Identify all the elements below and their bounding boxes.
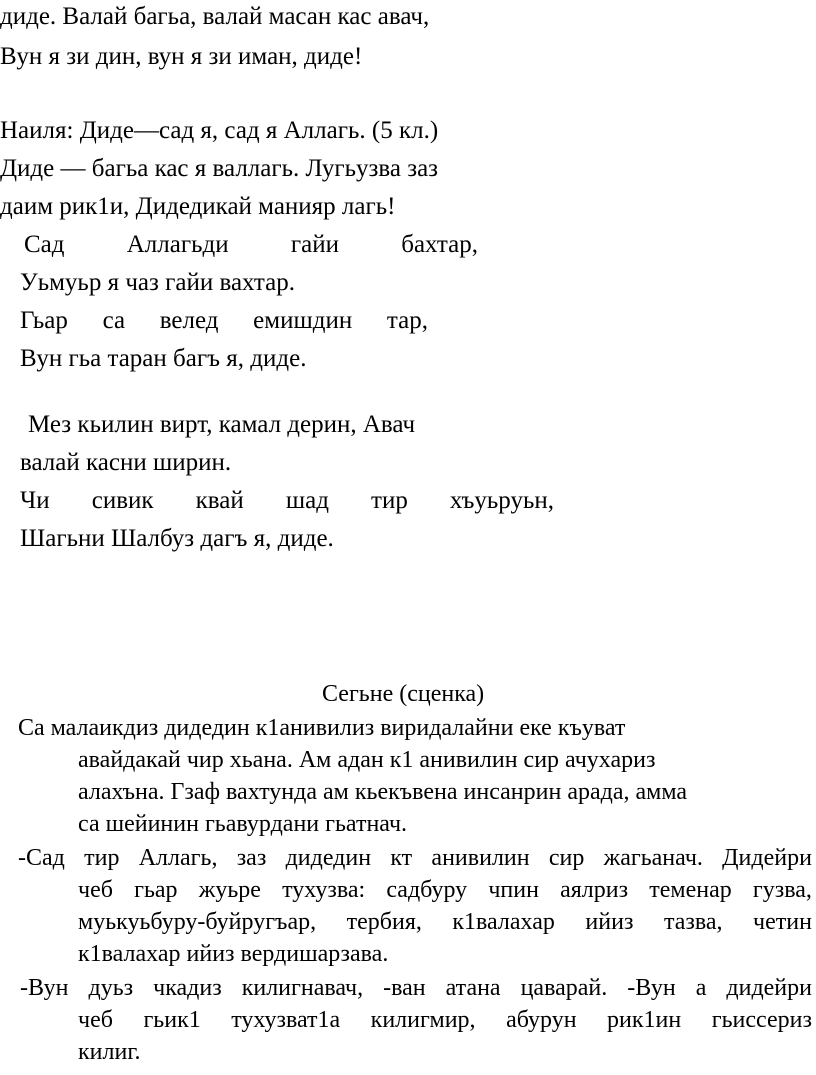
poem-word: хъуьруьн, bbox=[449, 487, 554, 514]
scene-word: дидедин bbox=[285, 845, 372, 871]
poem-line-8 bbox=[20, 306, 428, 336]
poem-line-10: Мез кьилин вирт, камал дерин, Авач bbox=[28, 411, 416, 438]
poem-line-4: Диде — багьа кас я валлагь. Лугьузва заз bbox=[0, 155, 439, 182]
scene-p2-line-2 bbox=[78, 874, 812, 906]
scene-word: сир bbox=[548, 845, 585, 871]
scene-p1-line-4: са шейинин гьавурдани гьатнач. bbox=[78, 811, 408, 837]
scene-word: анивилин bbox=[431, 845, 530, 871]
poem-line-12 bbox=[20, 486, 554, 516]
scene-word: -ван bbox=[383, 975, 426, 1001]
scene-word: тербия, bbox=[346, 909, 422, 935]
scene-p3-line-2 bbox=[78, 1004, 812, 1036]
poem-word: бахтар, bbox=[401, 231, 478, 258]
poem-word: Аллагьди bbox=[126, 231, 229, 258]
poem-line-2: Вун я зи дин, вун я зи иман, диде! bbox=[0, 43, 363, 70]
scene-word: килигнавач, bbox=[241, 975, 364, 1001]
scene-word: рик1ин bbox=[607, 1007, 682, 1033]
scene-p2-line-3 bbox=[78, 906, 812, 938]
poem-line-9: Вун гьа таран багъ я, диде. bbox=[20, 345, 307, 372]
scene-word: гьик1 bbox=[143, 1007, 201, 1033]
scene-word: тухузват1а bbox=[231, 1007, 341, 1033]
scene-word: кт bbox=[390, 845, 413, 871]
scene-word: чкадиз bbox=[153, 975, 222, 1001]
poem-word: шад bbox=[285, 487, 329, 514]
scene-word: аялриз bbox=[560, 877, 629, 903]
scene-word: тухузва: bbox=[282, 877, 366, 903]
poem-word: велед bbox=[159, 307, 219, 334]
poem-word: емишдин bbox=[253, 307, 353, 334]
scene-word: -Вун bbox=[627, 975, 676, 1001]
scene-p2-line-4: к1валахар ийиз вердишарзава. bbox=[78, 941, 389, 967]
scene-word: тир bbox=[84, 845, 120, 871]
scene-word: ийиз bbox=[585, 909, 634, 935]
scene-word: муькуьбуру-буйругъар, bbox=[78, 909, 317, 935]
poem-line-11: валай касни ширин. bbox=[20, 449, 232, 476]
scene-word: килигмир, bbox=[370, 1007, 476, 1033]
poem-line-6 bbox=[24, 230, 478, 260]
scene-word: Аллагь, bbox=[138, 845, 218, 871]
scene-word: жуьре bbox=[198, 877, 261, 903]
poem-word: Сад bbox=[24, 231, 65, 258]
scene-p1-line-3: алахъна. Гзаф вахтунда ам кьекъвена инсанрин арада, амма bbox=[78, 779, 687, 805]
scene-word: дуьз bbox=[88, 975, 134, 1001]
scene-p1-line-2: авайдакай чир хьана. Ам адан к1 анивилин сир ачухариз bbox=[78, 747, 656, 773]
scene-word: садбуру bbox=[386, 877, 468, 903]
scene-word: Дидейри bbox=[722, 845, 812, 871]
scene-word: дидейри bbox=[726, 975, 812, 1001]
scene-word: жагьанач. bbox=[603, 845, 703, 871]
scene-p3-line-1 bbox=[20, 972, 812, 1004]
scene-word: теменар bbox=[649, 877, 732, 903]
poem-line-5: даим рик1и, Дидедикай манияр лагь! bbox=[0, 193, 396, 220]
scene-word: чеб bbox=[78, 1007, 113, 1033]
poem-line-3: Наиля: Диде—сад я, сад я Аллагь. (5 кл.) bbox=[0, 117, 439, 144]
scene-word: а bbox=[695, 975, 707, 1001]
poem-word: тир bbox=[371, 487, 408, 514]
poem-word: квай bbox=[195, 487, 244, 514]
scene-word: гьиссериз bbox=[711, 1007, 812, 1033]
scene-word: абурун bbox=[506, 1007, 577, 1033]
poem-word: сивик bbox=[91, 487, 154, 514]
poem-word: Гьар bbox=[20, 307, 68, 334]
poem-line-13: Шагьни Шалбуз дагъ я, диде. bbox=[20, 525, 334, 552]
scene-word: четин bbox=[753, 909, 812, 935]
poem-word: гайи bbox=[290, 231, 339, 258]
scene-word: -Вун bbox=[20, 975, 69, 1001]
scene-p1-line-1: Са малаикдиз дидедин к1анивилиз виридалайни еке къуват bbox=[18, 715, 626, 741]
scene-word: тазва, bbox=[663, 909, 723, 935]
scene-p3-line-3: килиг. bbox=[78, 1039, 141, 1065]
poem-word: тар, bbox=[386, 307, 428, 334]
poem-line-1: диде. Валай багьа, валай масан кас авач, bbox=[0, 3, 430, 30]
scene-word: -Сад bbox=[18, 845, 65, 871]
scene-word: гузва, bbox=[752, 877, 812, 903]
scene-p2-line-1 bbox=[18, 842, 812, 874]
scene-word: цаварай. bbox=[520, 975, 608, 1001]
scene-word: атана bbox=[445, 975, 501, 1001]
poem-word: са bbox=[102, 307, 126, 334]
scene-word: к1валахар bbox=[452, 909, 555, 935]
scene-word: чеб bbox=[78, 877, 113, 903]
scene-word: гьар bbox=[134, 877, 178, 903]
poem-line-7: Уьмуьр я чаз гайи вахтар. bbox=[20, 269, 295, 296]
scene-word: чпин bbox=[488, 877, 539, 903]
poem-word: Чи bbox=[20, 487, 50, 514]
scene-word: заз bbox=[236, 845, 267, 871]
scene-title: Сегьне (сценка) bbox=[322, 681, 485, 707]
